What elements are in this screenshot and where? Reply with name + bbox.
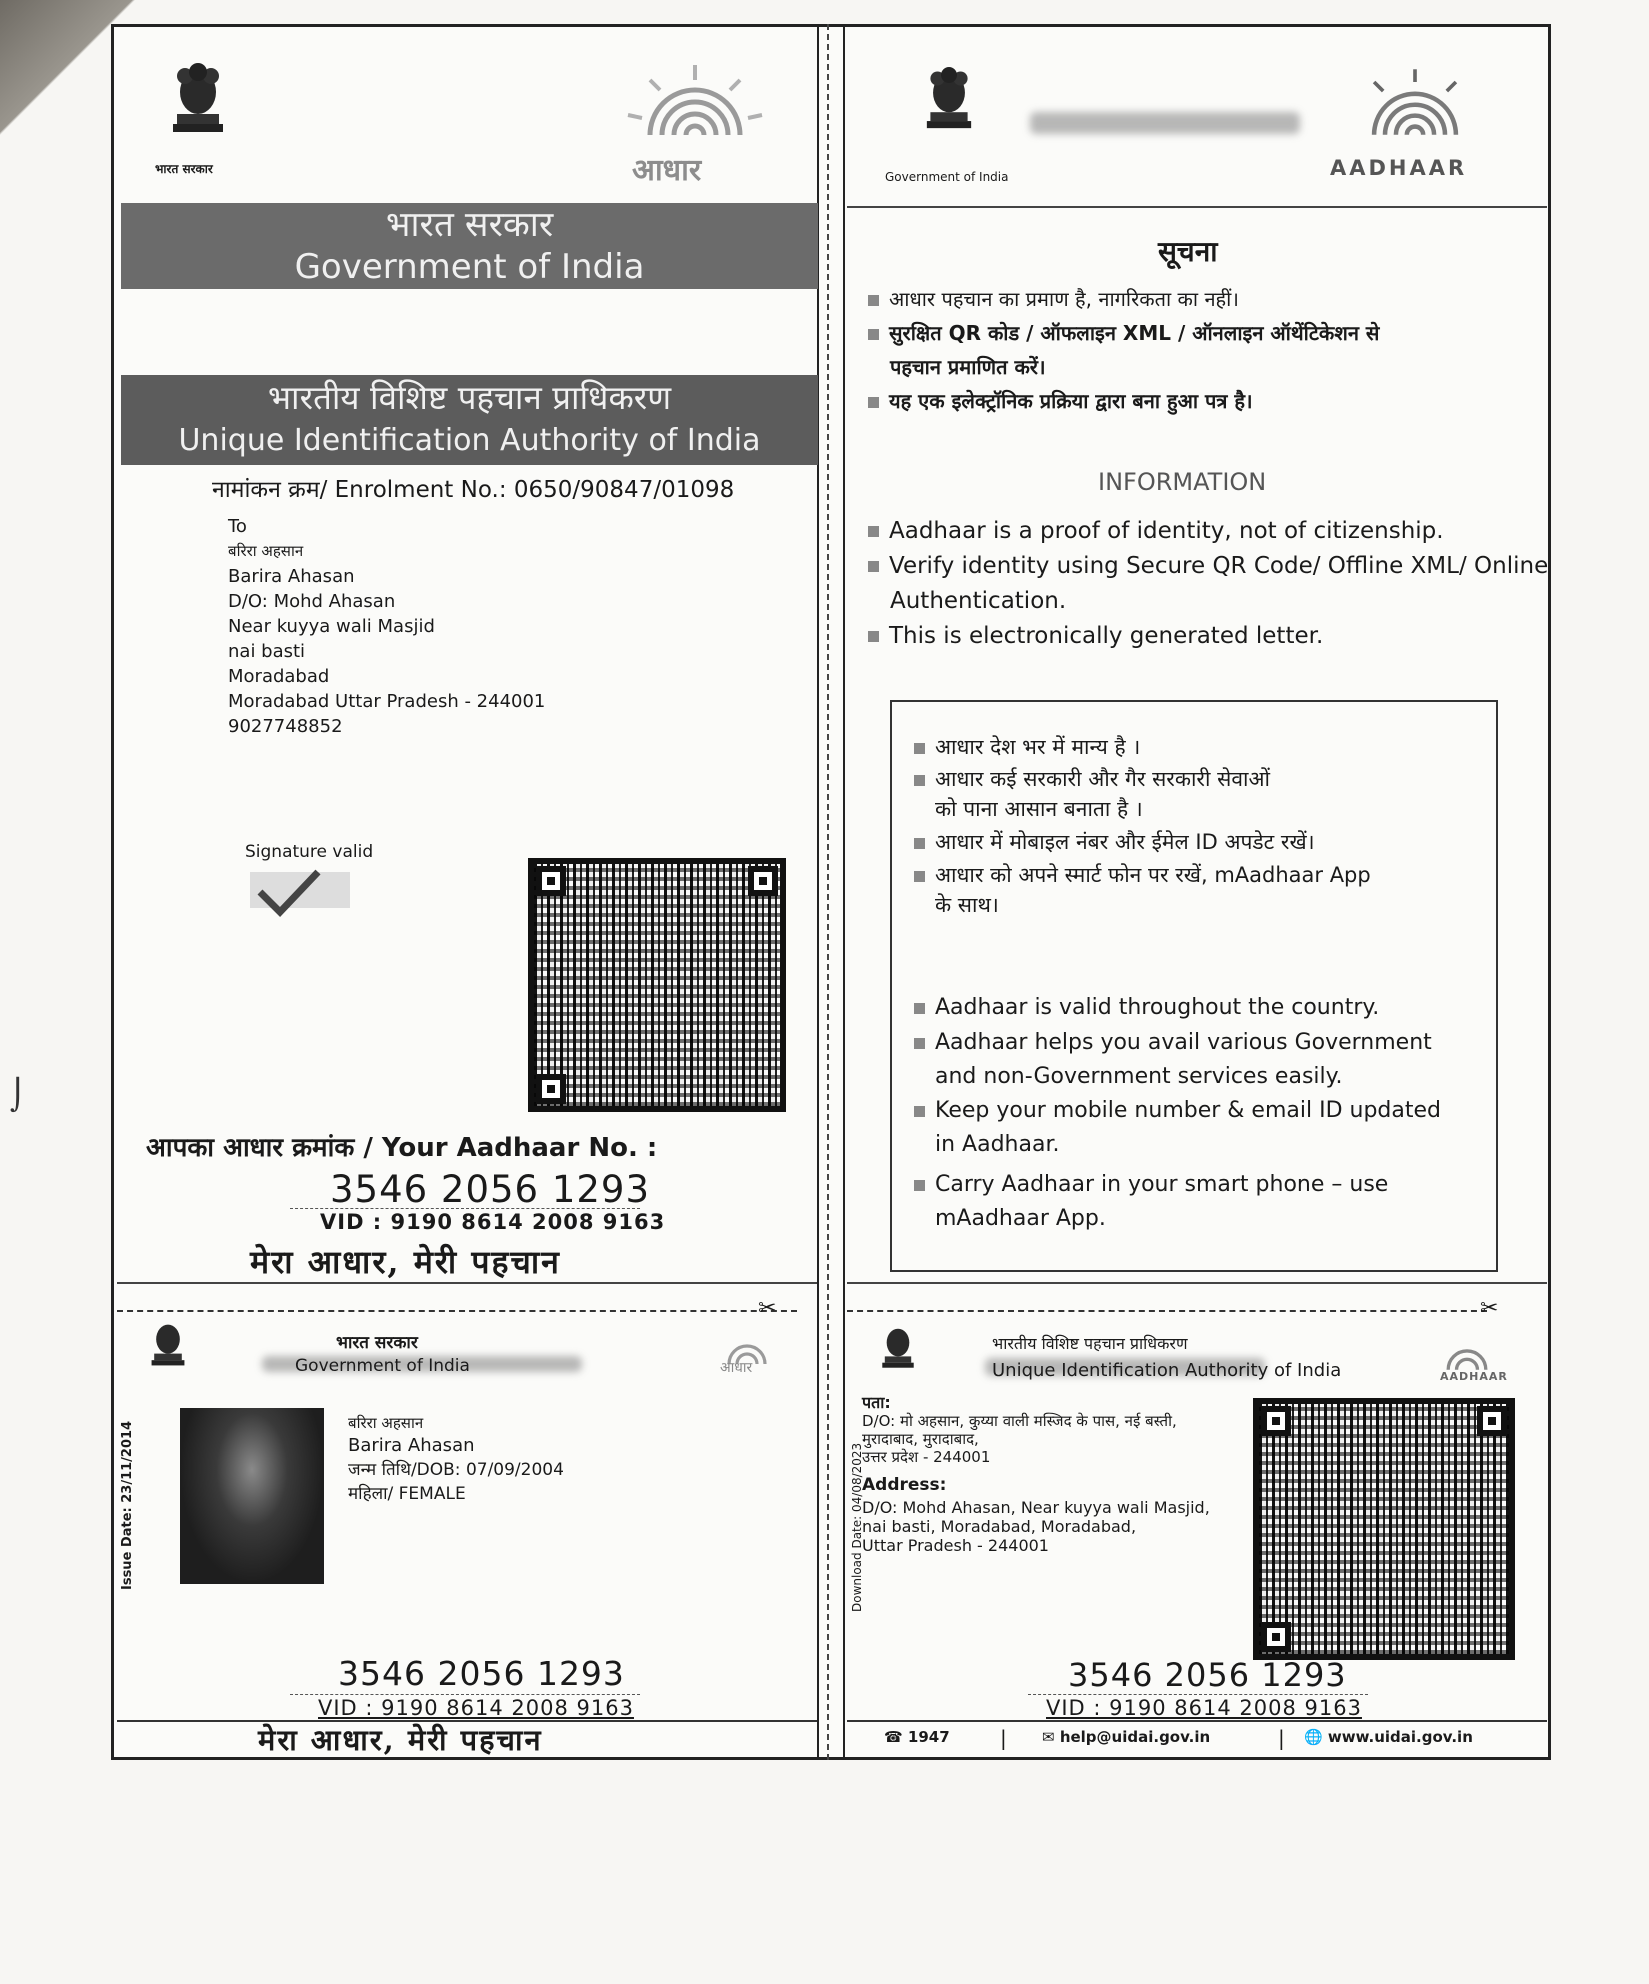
notice-item-3: यह एक इलेक्ट्रॉनिक प्रक्रिया द्वारा बना हुआ पत्र है।: [889, 389, 1253, 413]
info-item-1: Aadhaar is a proof of identity, not of citizenship.: [889, 518, 1444, 544]
uidai-hindi: भारतीय विशिष्ट पहचान प्राधिकरण: [267, 378, 672, 417]
card-vid: VID : 9190 8614 2008 9163: [318, 1696, 634, 1720]
right-card-number-underline: [1028, 1694, 1368, 1695]
card-address-line-3: Uttar Pradesh - 244001: [862, 1536, 1049, 1555]
right-card-emblem-icon: [876, 1322, 920, 1382]
patta-label: पता:: [862, 1393, 891, 1412]
card-name: Barira Ahasan: [348, 1435, 475, 1456]
aadhaar-number: 3546 2056 1293: [330, 1168, 651, 1211]
card-number-underline: [290, 1694, 640, 1695]
cut-line-right: [847, 1310, 1487, 1312]
notice-item-2: सुरक्षित QR कोड / ऑफलाइन XML / ऑनलाइन ऑथेंटिकेशन से: [889, 321, 1380, 345]
card-gender: महिला/ FEMALE: [348, 1484, 466, 1504]
right-emblem-caption: Government of India: [885, 170, 1009, 184]
benefit-en-1: Aadhaar is valid throughout the country.: [935, 995, 1380, 1020]
mail-icon: ✉: [1042, 1728, 1055, 1746]
emblem-caption: भारत सरकार: [155, 162, 213, 176]
uidai-english: Unique Identification Authority of India: [178, 423, 761, 458]
address-line1: Near kuyya wali Masjid: [228, 616, 435, 637]
address-name: Barira Ahasan: [228, 566, 355, 587]
uidai-banner: [121, 375, 818, 465]
information-title: INFORMATION: [1098, 468, 1267, 496]
right-header-rule: [847, 206, 1547, 208]
notice-item-2b: पहचान प्रमाणित करें।: [890, 355, 1046, 379]
address-city: Moradabad: [228, 666, 330, 687]
card-gov-english: Government of India: [295, 1356, 470, 1376]
signature-check-icon: [248, 866, 358, 918]
benefits-hindi: [914, 730, 1371, 920]
gov-hindi: भारत सरकार: [385, 205, 554, 245]
right-scissors-icon: ✂: [1480, 1296, 1499, 1321]
benefit-en-4: Carry Aadhaar in your smart phone – use: [935, 1172, 1389, 1197]
address-relation: D/O: Mohd Ahasan: [228, 591, 396, 612]
center-divider-2: [843, 24, 845, 1760]
benefit-hi-1: आधार देश भर में मान्य है ।: [935, 735, 1141, 759]
recipient-address: [228, 514, 545, 739]
address-state: Moradabad Uttar Pradesh - 244001: [228, 691, 546, 712]
aadhaar-number-label: आपका आधार क्रमांक / Your Aadhaar No. :: [146, 1133, 658, 1163]
center-cut-line: [827, 24, 829, 1760]
card-address-line-2: nai basti, Moradabad, Moradabad,: [862, 1517, 1137, 1536]
footer-separator-1: |: [1000, 1726, 1007, 1750]
globe-icon: 🌐: [1304, 1728, 1323, 1746]
number-underline: [290, 1208, 640, 1209]
tagline: मेरा आधार, मेरी पहचान: [250, 1243, 561, 1281]
card-aadhaar-number: 3546 2056 1293: [338, 1654, 625, 1693]
benefit-en-3: Keep your mobile number & email ID updated: [935, 1098, 1441, 1123]
vid-number: VID : 9190 8614 2008 9163: [320, 1210, 666, 1234]
benefit-en-2b: and non-Government services easily.: [935, 1064, 1343, 1089]
contact-web: 🌐 www.uidai.gov.in: [1304, 1728, 1473, 1746]
issue-date: Issue Date: 23/11/2014: [120, 1420, 135, 1590]
information-list: [868, 514, 1548, 654]
benefit-hi-2b: को पाना आसान बनाता है ।: [935, 797, 1143, 821]
scissors-icon: ✂: [758, 1296, 777, 1321]
right-redaction: [1030, 112, 1300, 134]
right-card-uidai-hindi: भारतीय विशिष्ट पहचान प्राधिकरण: [992, 1334, 1188, 1353]
right-card-vid: VID : 9190 8614 2008 9163: [1046, 1696, 1362, 1720]
card-address-line-1: D/O: Mohd Ahasan, Near kuyya wali Masjid,: [862, 1498, 1210, 1517]
right-logo-text: AADHAAR: [1330, 156, 1468, 180]
notice-title: सूचना: [1158, 235, 1218, 268]
card-emblem-icon: [145, 1318, 191, 1380]
right-section-rule: [847, 1282, 1547, 1284]
benefit-en-4b: mAadhaar App.: [935, 1206, 1106, 1231]
holder-photo: [180, 1408, 324, 1584]
qr-code-right: [1253, 1398, 1515, 1660]
benefit-en-2: Aadhaar helps you avail various Government: [935, 1030, 1432, 1055]
benefit-hi-4b: के साथ।: [935, 893, 999, 917]
address-line2: nai basti: [228, 641, 306, 662]
benefit-hi-2: आधार कई सरकारी और गैर सरकारी सेवाओं: [935, 767, 1270, 791]
card-tagline: मेरा आधार, मेरी पहचान: [258, 1723, 543, 1757]
contact-phone: ☎ 1947: [884, 1728, 950, 1746]
left-section-rule: [117, 1282, 817, 1284]
footer-separator-2: |: [1278, 1726, 1285, 1750]
address-label: Address:: [862, 1475, 947, 1495]
card-holder-details: [348, 1412, 564, 1506]
benefit-en-3b: in Aadhaar.: [935, 1132, 1060, 1157]
right-card-address: [862, 1394, 1210, 1555]
patta-line-2: मुरादाबाद, मुरादाबाद,: [862, 1430, 979, 1448]
address-name-hindi: बरिरा अहसान: [228, 542, 304, 560]
right-card-rule: [847, 1720, 1547, 1722]
info-item-2: Verify identity using Secure QR Code/ Offline XML/ Online: [889, 553, 1549, 579]
cut-line-left: [117, 1310, 797, 1312]
address-phone: 9027748852: [228, 716, 343, 737]
address-to: To: [228, 516, 247, 537]
info-item-3: This is electronically generated letter.: [889, 623, 1324, 649]
qr-code-left: [528, 858, 786, 1112]
notice-item-1: आधार पहचान का प्रमाण है, नागरिकता का नहीं।: [889, 287, 1239, 311]
national-emblem-icon: [163, 62, 233, 152]
aadhaar-logo-text: आधार: [632, 153, 702, 188]
benefit-hi-4: आधार को अपने स्मार्ट फोन पर रखें, mAadhaar App: [935, 863, 1371, 887]
benefit-hi-3: आधार में मोबाइल नंबर और ईमेल ID अपडेट रखें।: [935, 830, 1315, 854]
right-card-aadhaar-number: 3546 2056 1293: [1068, 1656, 1347, 1694]
notice-list: [868, 282, 1379, 418]
benefits-english: [914, 990, 1441, 1236]
signature-label: Signature valid: [245, 842, 374, 862]
card-gov-hindi: भारत सरकार: [336, 1333, 418, 1353]
staple-mark: ⌡: [10, 1078, 26, 1113]
card-dob: जन्म तिथि/DOB: 07/09/2004: [348, 1460, 564, 1480]
info-item-2b: Authentication.: [890, 588, 1067, 614]
gov-banner: [121, 203, 818, 289]
enrolment-number: नामांकन क्रम/ Enrolment No.: 0650/90847/01098: [212, 477, 735, 503]
contact-email: ✉ help@uidai.gov.in: [1042, 1728, 1211, 1746]
benefits-box: [890, 700, 1498, 1272]
right-card-uidai-english: Unique Identification Authority of India: [992, 1360, 1342, 1381]
right-aadhaar-logo-icon: [1340, 62, 1490, 162]
gov-english: Government of India: [294, 247, 645, 287]
card-name-hindi: बरिरा अहसान: [348, 1414, 424, 1432]
card-logo-text: आधार: [720, 1360, 753, 1376]
right-emblem-icon: [918, 66, 980, 146]
right-card-logo-text: AADHAAR: [1440, 1370, 1508, 1383]
patta-line-3: उत्तर प्रदेश - 244001: [862, 1448, 991, 1466]
patta-line-1: D/O: मो अहसान, कुय्या वाली मस्जिद के पास, नई बस्ती,: [862, 1412, 1177, 1430]
phone-icon: ☎: [884, 1728, 903, 1746]
download-date: Download Date: 04/08/2023: [850, 1442, 864, 1612]
